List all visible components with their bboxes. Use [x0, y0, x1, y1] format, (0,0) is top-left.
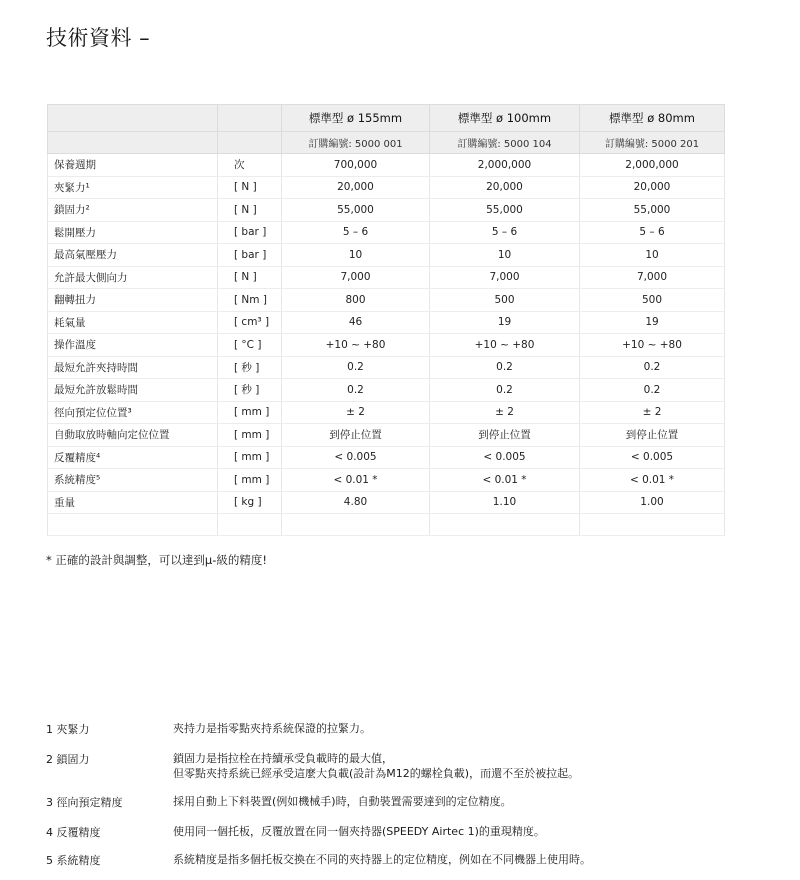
definition-description [173, 721, 371, 737]
definition-line: 鎖固力是指拉栓在持續承受負載時的最大值， [173, 752, 393, 765]
table-row [48, 491, 725, 514]
spec-value: 20,000 [430, 176, 580, 199]
spec-name: 最高氣壓壓力 [48, 244, 218, 267]
order-number: 訂購編號: 5000 104 [430, 132, 580, 154]
table-header-models [48, 105, 725, 132]
empty-cell [282, 514, 430, 536]
spec-name: 系統精度⁵ [48, 469, 218, 492]
spec-name: 鬆開壓力 [48, 221, 218, 244]
header-blank [48, 132, 218, 154]
spec-value: < 0.005 [282, 446, 430, 469]
spec-value: 到停止位置 [430, 424, 580, 447]
spec-value: 0.2 [430, 379, 580, 402]
spec-value: 0.2 [430, 356, 580, 379]
order-number: 訂購編號: 5000 201 [580, 132, 725, 154]
spec-value: +10 ~ +80 [580, 334, 725, 357]
spec-unit: [ 秒 ] [218, 356, 282, 379]
spec-value: 19 [430, 311, 580, 334]
spec-unit: [ bar ] [218, 244, 282, 267]
spec-unit: [ 秒 ] [218, 379, 282, 402]
spec-value: 55,000 [580, 199, 725, 222]
spec-unit: [ N ] [218, 199, 282, 222]
spec-value: 到停止位置 [282, 424, 430, 447]
spec-unit: [ cm³ ] [218, 311, 282, 334]
table-row [48, 266, 725, 289]
spec-value: 500 [430, 289, 580, 312]
spec-name: 反覆精度⁴ [48, 446, 218, 469]
table-row [48, 379, 725, 402]
spec-value: < 0.01 * [580, 469, 725, 492]
spec-value: 5 – 6 [430, 221, 580, 244]
definition-item [46, 852, 591, 868]
spec-unit: [ °C ] [218, 334, 282, 357]
spec-value: 10 [580, 244, 725, 267]
definition-item [46, 751, 579, 781]
definition-term: 1 夾緊力 [46, 723, 90, 736]
spec-name: 鎖固力² [48, 199, 218, 222]
table-row [48, 176, 725, 199]
definition-term: 3 徑向預定精度 [46, 796, 123, 809]
spec-value: 4.80 [282, 491, 430, 514]
spec-value: 7,000 [282, 266, 430, 289]
definition-description [173, 751, 579, 781]
spec-value: 800 [282, 289, 430, 312]
definition-item [46, 721, 371, 737]
spec-value: 20,000 [580, 176, 725, 199]
spec-unit: [ bar ] [218, 221, 282, 244]
definition-item [46, 794, 512, 810]
accuracy-footnote: * 正確的設計與調整，可以達到μ-級的精度! [46, 553, 267, 567]
spec-value: 7,000 [430, 266, 580, 289]
spec-value: +10 ~ +80 [430, 334, 580, 357]
spec-value: 20,000 [282, 176, 430, 199]
spec-unit: [ N ] [218, 176, 282, 199]
definition-line: 系統精度是指多個托板交換在不同的夾持器上的定位精度，例如在不同機器上使用時。 [173, 853, 591, 866]
spec-value: 0.2 [580, 356, 725, 379]
spec-value: 10 [430, 244, 580, 267]
spec-value: 1.10 [430, 491, 580, 514]
table-row [48, 199, 725, 222]
header-blank [48, 105, 218, 132]
spec-unit: [ mm ] [218, 401, 282, 424]
spec-value: 7,000 [580, 266, 725, 289]
spec-name: 最短允許夾持時間 [48, 356, 218, 379]
table-row [48, 469, 725, 492]
definition-line: 採用自動上下料裝置(例如機械手)時，自動裝置需要達到的定位精度。 [173, 795, 512, 808]
definition-line: 使用同一個托板，反覆放置在同一個夾持器(SPEEDY Airtec 1)的重現精度。 [173, 825, 545, 838]
spec-value: < 0.01 * [282, 469, 430, 492]
spec-value: ± 2 [580, 401, 725, 424]
spec-value: ± 2 [282, 401, 430, 424]
definition-term: 4 反覆精度 [46, 826, 101, 839]
spec-name: 翻轉扭力 [48, 289, 218, 312]
spec-unit: [ kg ] [218, 491, 282, 514]
definition-description [173, 794, 512, 810]
definition-item [46, 824, 545, 840]
spec-value: 55,000 [430, 199, 580, 222]
spec-value: 到停止位置 [580, 424, 725, 447]
model-name: 標準型 ø 80mm [580, 105, 725, 132]
empty-cell [218, 514, 282, 536]
spec-value: 5 – 6 [580, 221, 725, 244]
spec-name: 自動取放時軸向定位位置 [48, 424, 218, 447]
definition-term: 2 鎖固力 [46, 753, 90, 766]
spec-value: 2,000,000 [580, 154, 725, 177]
definition-description [173, 852, 591, 868]
spec-value: 5 – 6 [282, 221, 430, 244]
spec-unit: 次 [218, 154, 282, 177]
table-row [48, 334, 725, 357]
spec-name: 重量 [48, 491, 218, 514]
definition-line: 夾持力是指零點夾持系統保證的拉緊力。 [173, 722, 371, 735]
spec-value: 2,000,000 [430, 154, 580, 177]
table-row [48, 356, 725, 379]
spec-name: 操作溫度 [48, 334, 218, 357]
spec-unit: [ mm ] [218, 446, 282, 469]
table-row [48, 289, 725, 312]
spec-table [47, 104, 725, 536]
spec-unit: [ N ] [218, 266, 282, 289]
spec-name: 最短允許放鬆時間 [48, 379, 218, 402]
spec-unit: [ mm ] [218, 424, 282, 447]
spec-value: 0.2 [282, 356, 430, 379]
table-row-empty [48, 514, 725, 536]
spec-unit: [ Nm ] [218, 289, 282, 312]
spec-value: 19 [580, 311, 725, 334]
table-row [48, 244, 725, 267]
spec-value: < 0.005 [580, 446, 725, 469]
table-header-orders [48, 132, 725, 154]
model-name: 標準型 ø 155mm [282, 105, 430, 132]
spec-value: 0.2 [580, 379, 725, 402]
spec-value: 500 [580, 289, 725, 312]
page-title: 技術資料 – [46, 26, 151, 50]
empty-cell [48, 514, 218, 536]
definition-term: 5 系統精度 [46, 854, 101, 867]
spec-table-body [48, 154, 725, 536]
table-row [48, 446, 725, 469]
spec-value: 0.2 [282, 379, 430, 402]
spec-name: 允許最大側向力 [48, 266, 218, 289]
spec-name: 徑向預定位位置³ [48, 401, 218, 424]
header-blank [218, 132, 282, 154]
spec-value: +10 ~ +80 [282, 334, 430, 357]
spec-value: < 0.01 * [430, 469, 580, 492]
table-row [48, 154, 725, 177]
empty-cell [580, 514, 725, 536]
table-row [48, 311, 725, 334]
spec-value: 46 [282, 311, 430, 334]
table-row [48, 221, 725, 244]
header-blank [218, 105, 282, 132]
spec-name: 保養週期 [48, 154, 218, 177]
table-row [48, 424, 725, 447]
definition-description [173, 824, 545, 840]
spec-unit: [ mm ] [218, 469, 282, 492]
model-name: 標準型 ø 100mm [430, 105, 580, 132]
definition-line: 但零點夾持系統已經承受這麼大負載(設計為M12的螺栓負載)，而還不至於被拉起。 [173, 767, 580, 780]
spec-value: 700,000 [282, 154, 430, 177]
spec-value: 10 [282, 244, 430, 267]
table-row [48, 401, 725, 424]
spec-value: < 0.005 [430, 446, 580, 469]
spec-value: 1.00 [580, 491, 725, 514]
spec-value: ± 2 [430, 401, 580, 424]
spec-name: 夾緊力¹ [48, 176, 218, 199]
empty-cell [430, 514, 580, 536]
order-number: 訂購編號: 5000 001 [282, 132, 430, 154]
spec-value: 55,000 [282, 199, 430, 222]
spec-name: 耗氣量 [48, 311, 218, 334]
